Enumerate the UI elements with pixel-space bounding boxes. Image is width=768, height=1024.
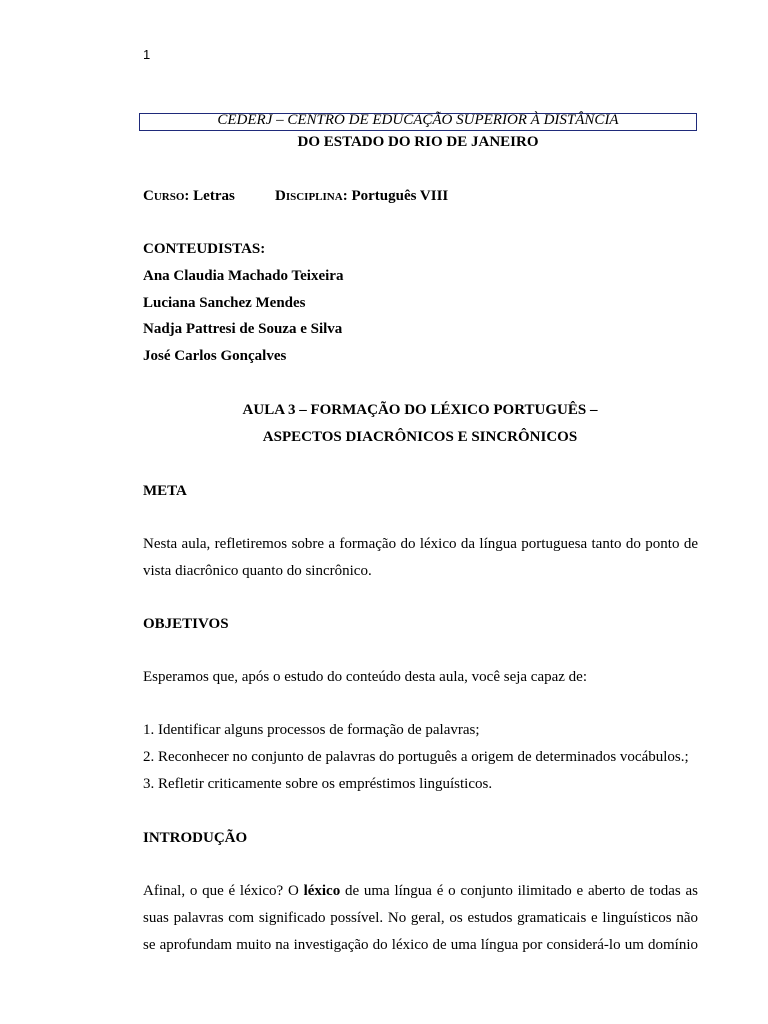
course-label-initial: C: [143, 188, 154, 204]
course-field: [143, 188, 235, 205]
authors-heading: CONTEUDISTAS:: [143, 241, 266, 257]
objective-item: 1. Identificar alguns processos de formação de palavras;: [143, 722, 480, 738]
course-value: Letras: [193, 188, 235, 204]
institution-state: DO ESTADO DO RIO DE JANEIRO: [297, 134, 539, 150]
meta-text-line1: Nesta aula, refletiremos sobre a formação do léxico da língua portuguesa tanto do ponto de: [143, 536, 698, 552]
introduction-line1: [143, 883, 698, 900]
introduction-line3: se aprofundam muito na investigação do léxico de uma língua por considerá-lo um domínio: [143, 937, 698, 953]
introduction-line1-start: Afinal, o que é léxico? O: [143, 883, 304, 899]
meta-text-line2: vista diacrônico quanto do sincrônico.: [143, 563, 372, 579]
discipline-field: [275, 188, 448, 205]
objective-item: 3. Refletir criticamente sobre os empréstimos linguísticos.: [143, 776, 493, 792]
author-name: José Carlos Gonçalves: [143, 348, 287, 364]
objectives-intro: Esperamos que, após o estudo do conteúdo desta aula, você seja capaz de:: [143, 669, 588, 685]
lexicon-term: léxico: [303, 883, 341, 899]
author-name: Ana Claudia Machado Teixeira: [143, 268, 344, 284]
introduction-line2: suas palavras com significado possível. No geral, os estudos gramaticais e linguísticos não: [143, 910, 698, 926]
introduction-line1-end: de uma língua é o conjunto ilimitado e aberto de todas as: [340, 883, 699, 899]
discipline-label-colon: :: [342, 188, 348, 204]
lesson-title-line2: ASPECTOS DIACRÔNICOS E SINCRÔNICOS: [262, 429, 578, 445]
course-label-colon: :: [184, 188, 190, 204]
discipline-label-rest: ISCIPLINA: [285, 191, 343, 203]
lesson-title-line1: AULA 3 – FORMAÇÃO DO LÉXICO PORTUGUÊS –: [242, 402, 598, 418]
discipline-value: Português VIII: [351, 188, 449, 204]
discipline-label-initial: D: [275, 188, 286, 204]
objectives-heading: OBJETIVOS: [143, 616, 229, 632]
institution-name: CEDERJ – CENTRO DE EDUCAÇÃO SUPERIOR À DISTÂNCIA: [217, 112, 619, 128]
page-number: 1: [143, 47, 151, 62]
objective-item: 2. Reconhecer no conjunto de palavras do português a origem de determinados vocábulos.;: [143, 749, 689, 765]
author-name: Luciana Sanchez Mendes: [143, 295, 306, 311]
author-name: Nadja Pattresi de Souza e Silva: [143, 321, 343, 337]
course-label-rest: URSO: [153, 191, 185, 203]
introduction-heading: INTRODUÇÃO: [143, 830, 248, 846]
meta-heading: META: [143, 483, 187, 499]
